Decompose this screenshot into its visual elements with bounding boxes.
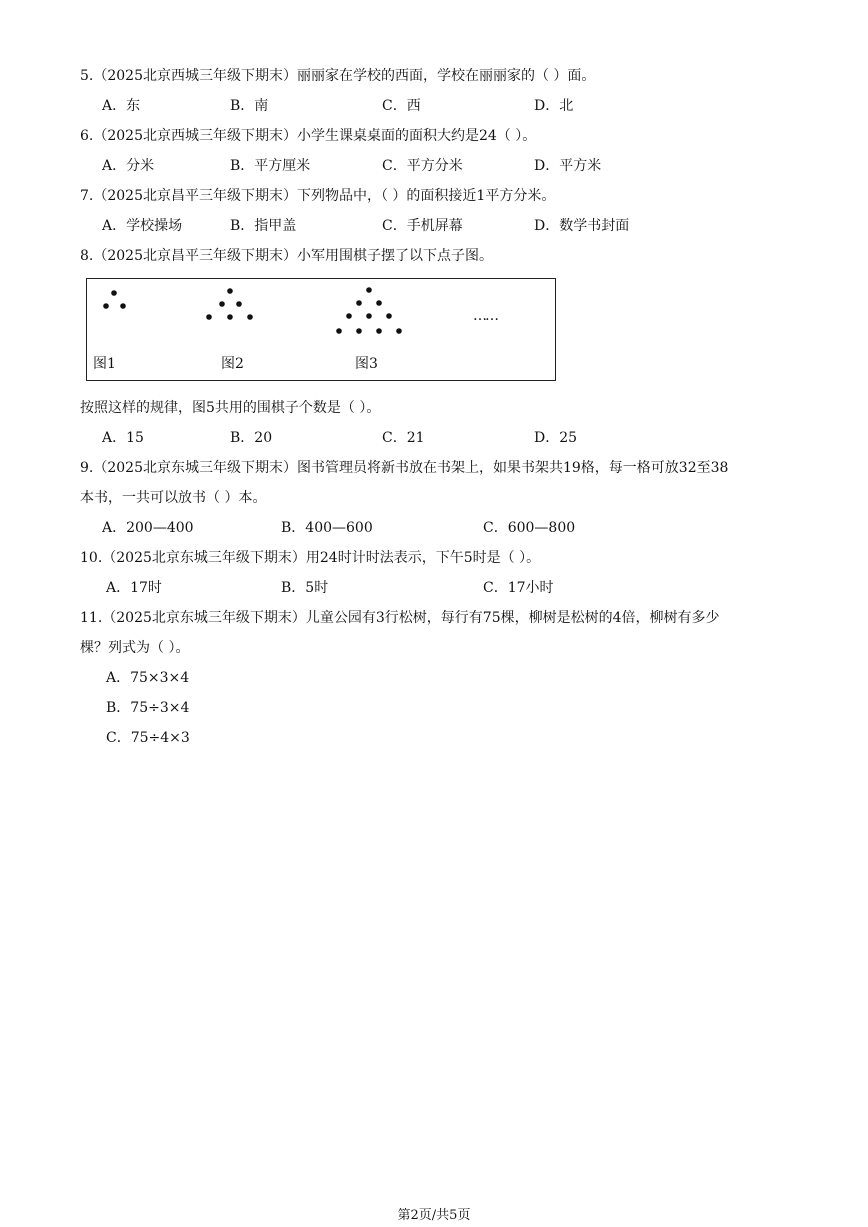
question-8-option-c: C．21	[382, 430, 425, 446]
question-7-option-d: D．数学书封面	[534, 218, 630, 234]
figure-1-label: 图1	[93, 356, 116, 372]
figure-2-label: 图2	[221, 356, 244, 372]
question-7-option-b: B．指甲盖	[230, 218, 297, 234]
question-5-option-b: B．南	[230, 98, 269, 114]
figure-2-dot	[247, 314, 253, 320]
question-5-stem: 5.（2025北京西城三年级下期末）丽丽家在学校的西面，学校在丽丽家的（ ）面。	[80, 68, 596, 84]
figure-3-dot	[346, 313, 352, 319]
figure-2-dot	[227, 314, 233, 320]
question-6-option-d: D．平方米	[534, 158, 602, 174]
question-11-option-b: B．75÷3×4	[106, 700, 190, 716]
question-7-option-c: C．手机屏幕	[382, 218, 463, 234]
figure-2-dot	[206, 314, 212, 320]
question-9-option-b: B．400—600	[281, 520, 373, 536]
figure-3-dot	[386, 313, 392, 319]
question-5-option-a: A．东	[102, 98, 141, 114]
question-10-option-a: A．17时	[106, 580, 162, 596]
question-6-option-a: A．分米	[102, 158, 155, 174]
figure-3-dot	[376, 300, 382, 306]
figure-1-dot	[120, 303, 126, 309]
question-5-option-c: C．西	[382, 98, 421, 114]
question-8-stem-continued: 按照这样的规律，图5共用的围棋子个数是（ ）。	[80, 400, 381, 416]
figure-3-dot	[366, 313, 372, 319]
question-9-option-c: C．600—800	[483, 520, 576, 536]
question-8-option-a: A．15	[102, 430, 144, 446]
page-footer: 第2页/共5页	[397, 1208, 471, 1223]
question-11-stem: 11.（2025北京东城三年级下期末）儿童公园有3行松树，每行有75棵，柳树是松树的4倍，柳树有多少	[80, 610, 720, 626]
question-10-option-b: B．5时	[281, 580, 329, 596]
question-6-stem: 6.（2025北京西城三年级下期末）小学生课桌桌面的面积大约是24（ ）。	[80, 128, 537, 144]
question-8-option-d: D．25	[534, 430, 578, 446]
figure-2-dot	[236, 301, 242, 307]
figure-1-dot	[103, 303, 109, 309]
figure-3-dot	[396, 328, 402, 334]
figure-1-dot	[111, 290, 117, 296]
question-11-option-a: A．75×3×4	[106, 670, 190, 686]
figure-ellipsis: ……	[473, 308, 497, 324]
question-7-stem: 7.（2025北京昌平三年级下期末）下列物品中，（ ）的面积接近1平方分米。	[80, 188, 556, 204]
figure-3-dot	[366, 287, 372, 293]
figure-3-dot	[356, 300, 362, 306]
figure-2-dot	[227, 288, 233, 294]
question-6-option-b: B．平方厘米	[230, 158, 311, 174]
question-8-stem: 8.（2025北京昌平三年级下期末）小军用围棋子摆了以下点子图。	[80, 248, 493, 264]
question-6-option-c: C．平方分米	[382, 158, 463, 174]
dot-pattern-figure	[86, 278, 556, 381]
question-7-option-a: A．学校操场	[102, 218, 183, 234]
figure-3-dot	[356, 328, 362, 334]
question-10-stem: 10.（2025北京东城三年级下期末）用24时计时法表示，下午5时是（ ）。	[80, 550, 541, 566]
figure-3-dot	[376, 328, 382, 334]
figure-3-dot	[336, 328, 342, 334]
question-11-option-c: C．75÷4×3	[106, 730, 190, 746]
question-5-option-d: D．北	[534, 98, 574, 114]
figure-2-dot	[219, 301, 225, 307]
question-9-stem: 9.（2025北京东城三年级下期末）图书管理员将新书放在书架上，如果书架共19格，每一格可放32至38	[80, 460, 729, 476]
question-9-option-a: A．200—400	[102, 520, 194, 536]
figure-3-label: 图3	[355, 356, 378, 372]
dot-pattern-diagram	[87, 279, 555, 380]
question-10-option-c: C．17小时	[483, 580, 554, 596]
question-11-stem-continued: 棵？列式为（ ）。	[80, 640, 190, 656]
question-8-option-b: B．20	[230, 430, 273, 446]
question-9-stem-continued: 本书，一共可以放书（ ）本。	[80, 490, 267, 506]
